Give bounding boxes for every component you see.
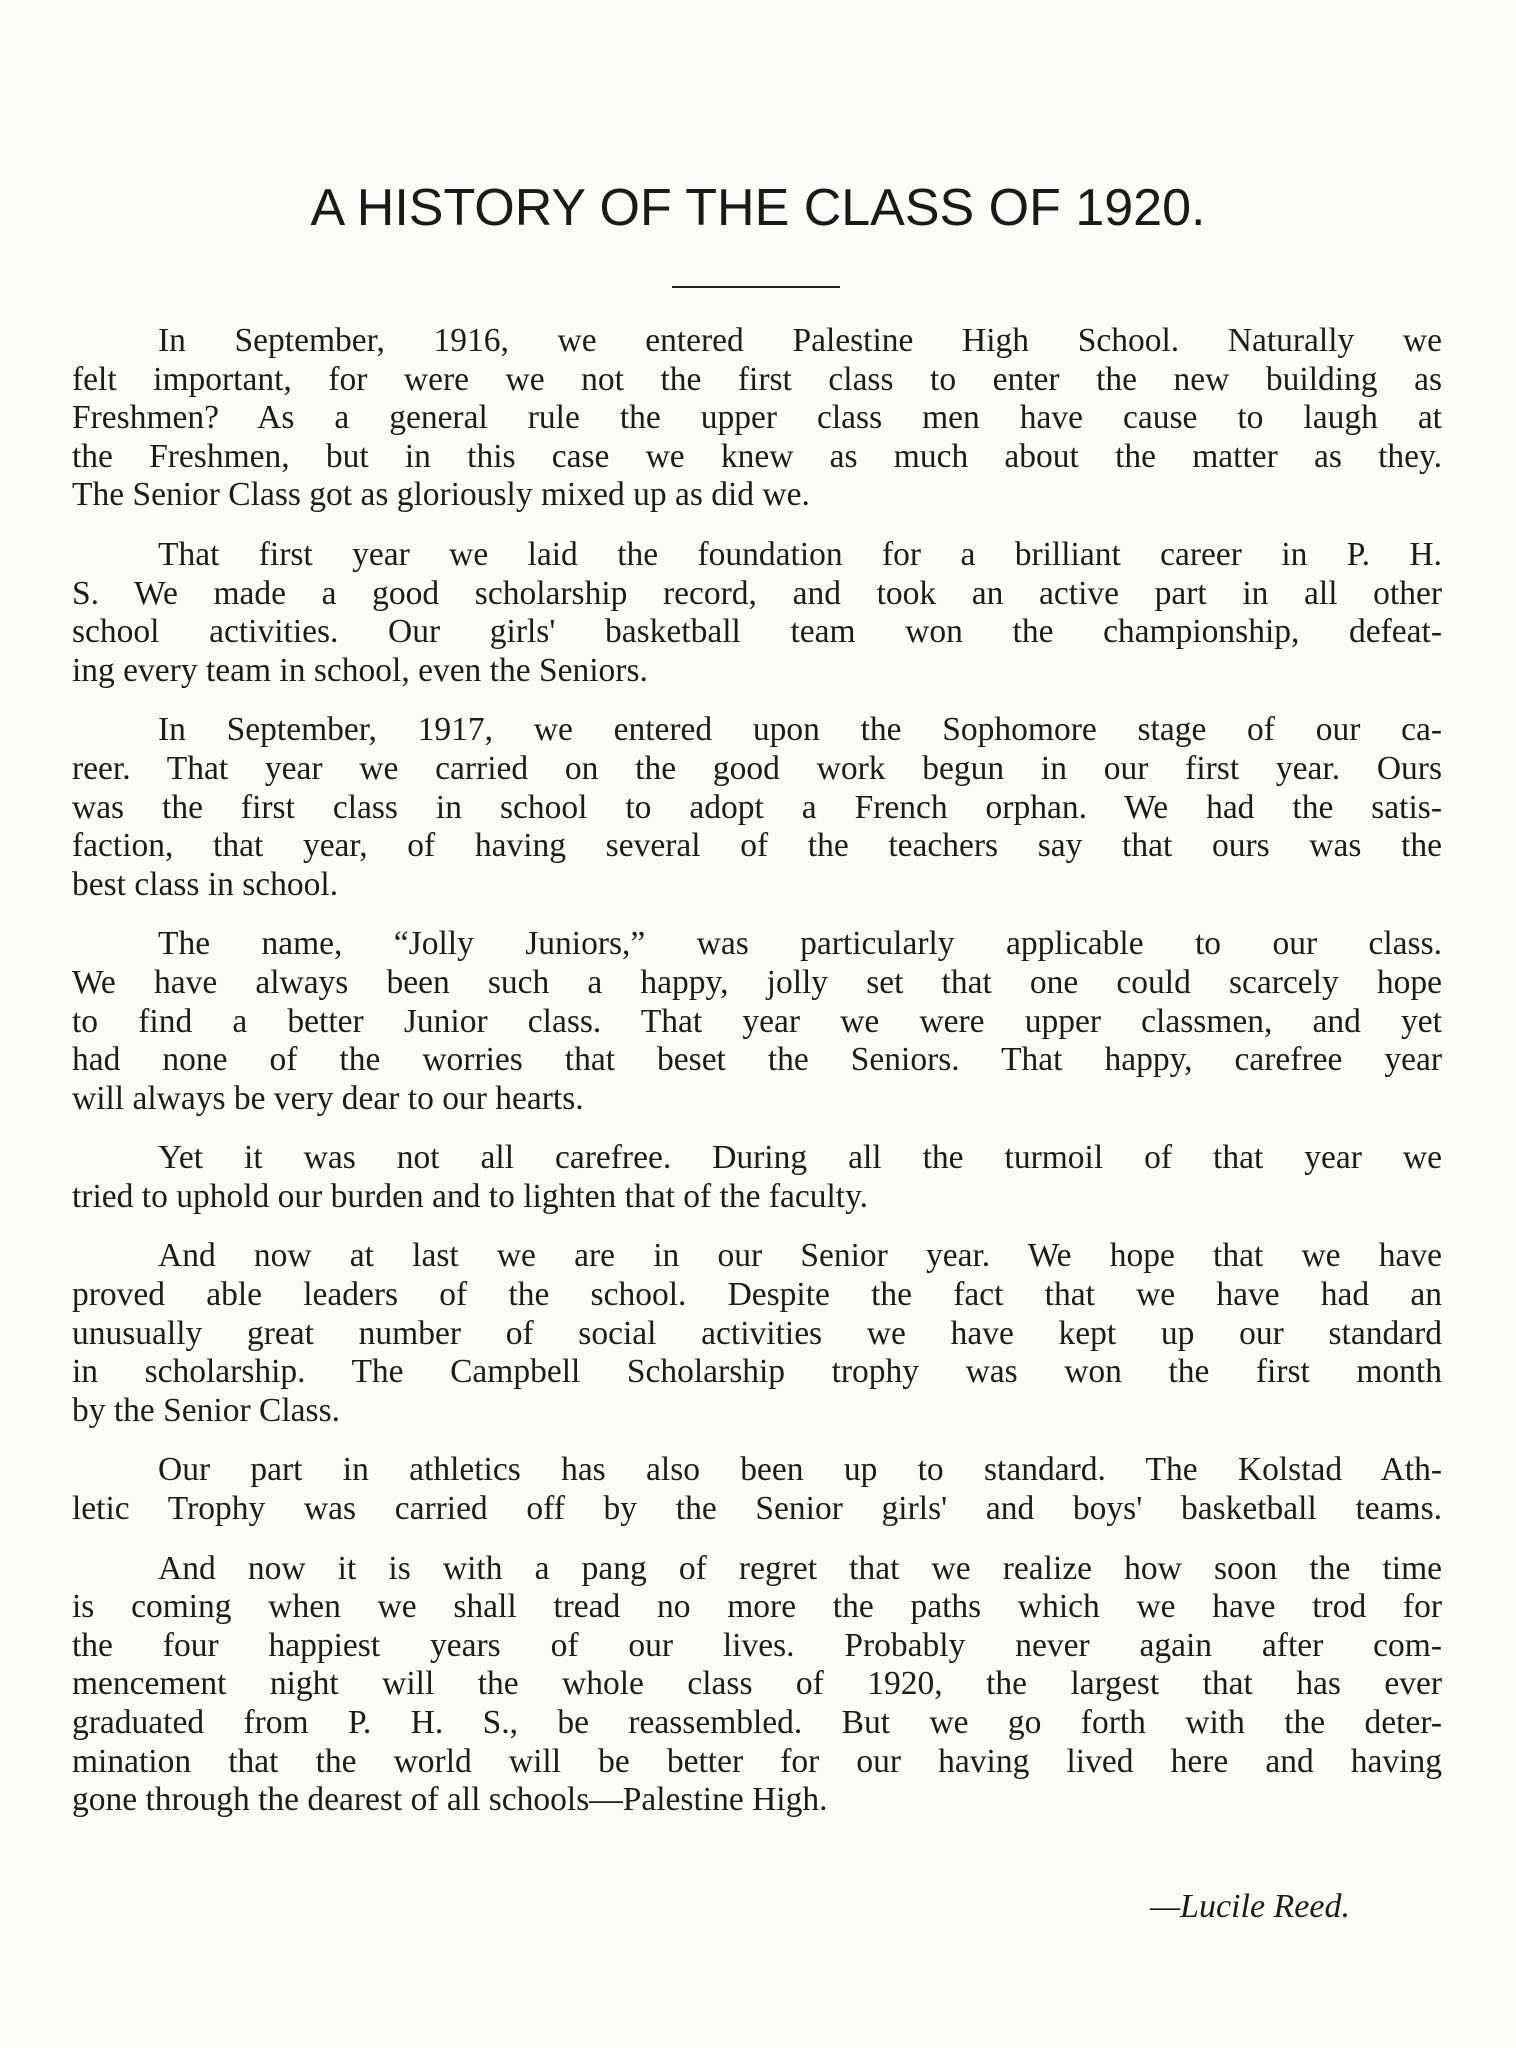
- paragraph-1: [72, 322, 1442, 515]
- text-line: ing every team in school, even the Seniors.: [72, 651, 648, 689]
- text-line: In September, 1916, we entered Palestine High School. Naturally we: [158, 322, 1442, 359]
- text-line: the Freshmen, but in this case we knew as much about the matter as they.: [72, 437, 1442, 475]
- text-line: reer. That year we carried on the good work begun in our first year. Ours: [72, 749, 1442, 787]
- text-line: mination that the world will be better for our having lived here and having: [72, 1742, 1442, 1780]
- text-line: to find a better Junior class. That year we were upper classmen, and yet: [72, 1002, 1442, 1040]
- paragraph-3: [72, 711, 1442, 904]
- paragraph-2: [72, 536, 1442, 690]
- text-line: tried to uphold our burden and to lighten that of the faculty.: [72, 1177, 869, 1215]
- paragraph-8: [72, 1550, 1442, 1820]
- text-line: Our part in athletics has also been up to standard. The Kolstad Ath-: [158, 1451, 1442, 1489]
- article-body: [72, 322, 1442, 1841]
- text-line: felt important, for were we not the first class to enter the new building as: [72, 360, 1442, 398]
- author-signature: —Lucile Reed.: [1149, 1888, 1350, 1925]
- paragraph-6: [72, 1237, 1442, 1430]
- text-line: In September, 1917, we entered upon the Sophomore stage of our ca-: [158, 711, 1442, 749]
- text-line: S. We made a good scholarship record, and took an active part in all other: [72, 574, 1442, 612]
- text-line: proved able leaders of the school. Despite the fact that we have had an: [72, 1276, 1442, 1314]
- text-line: unusually great number of social activities we have kept up our standard: [72, 1314, 1442, 1352]
- text-line: is coming when we shall tread no more the paths which we have trod for: [72, 1588, 1442, 1626]
- text-line: The Senior Class got as gloriously mixed up as did we.: [72, 476, 810, 514]
- text-line: by the Senior Class.: [72, 1391, 340, 1429]
- text-line: Freshmen? As a general rule the upper class men have cause to laugh at: [72, 399, 1442, 437]
- text-line: will always be very dear to our hearts.: [72, 1079, 584, 1117]
- text-line: school activities. Our girls' basketball team won the championship, defeat-: [72, 613, 1442, 651]
- text-line: The name, “Jolly Juniors,” was particularly applicable to our class.: [158, 925, 1442, 963]
- paragraph-7: [72, 1451, 1442, 1528]
- text-line: And now at last we are in our Senior year. We hope that we have: [158, 1237, 1442, 1275]
- page-title: A HISTORY OF THE CLASS OF 1920.: [310, 179, 1206, 237]
- text-line: gone through the dearest of all schools—Palestine High.: [72, 1781, 828, 1819]
- text-line: best class in school.: [72, 865, 339, 903]
- text-line: graduated from P. H. S., be reassembled. But we go forth with the deter-: [72, 1704, 1442, 1741]
- text-line: faction, that year, of having several of the teachers say that ours was the: [72, 827, 1442, 865]
- text-line: had none of the worries that beset the Seniors. That happy, carefree year: [72, 1041, 1442, 1079]
- paragraph-5: [72, 1139, 1442, 1216]
- text-line: Yet it was not all carefree. During all the turmoil of that year we: [158, 1139, 1442, 1177]
- text-line: the four happiest years of our lives. Probably never again after com-: [72, 1626, 1442, 1664]
- paragraph-4: [72, 925, 1442, 1118]
- text-line: letic Trophy was carried off by the Senior girls' and boys' basketball teams.: [72, 1490, 1442, 1528]
- text-line: And now it is with a pang of regret that we realize how soon the time: [158, 1549, 1442, 1587]
- title-divider: [672, 286, 840, 288]
- text-line: in scholarship. The Campbell Scholarship trophy was won the first month: [72, 1353, 1442, 1391]
- text-line: That first year we laid the foundation for a brilliant career in P. H.: [158, 535, 1442, 573]
- text-line: mencement night will the whole class of 1920, the largest that has ever: [72, 1665, 1442, 1703]
- text-line: We have always been such a happy, jolly set that one could scarcely hope: [72, 963, 1442, 1001]
- text-line: was the first class in school to adopt a French orphan. We had the satis-: [72, 788, 1442, 826]
